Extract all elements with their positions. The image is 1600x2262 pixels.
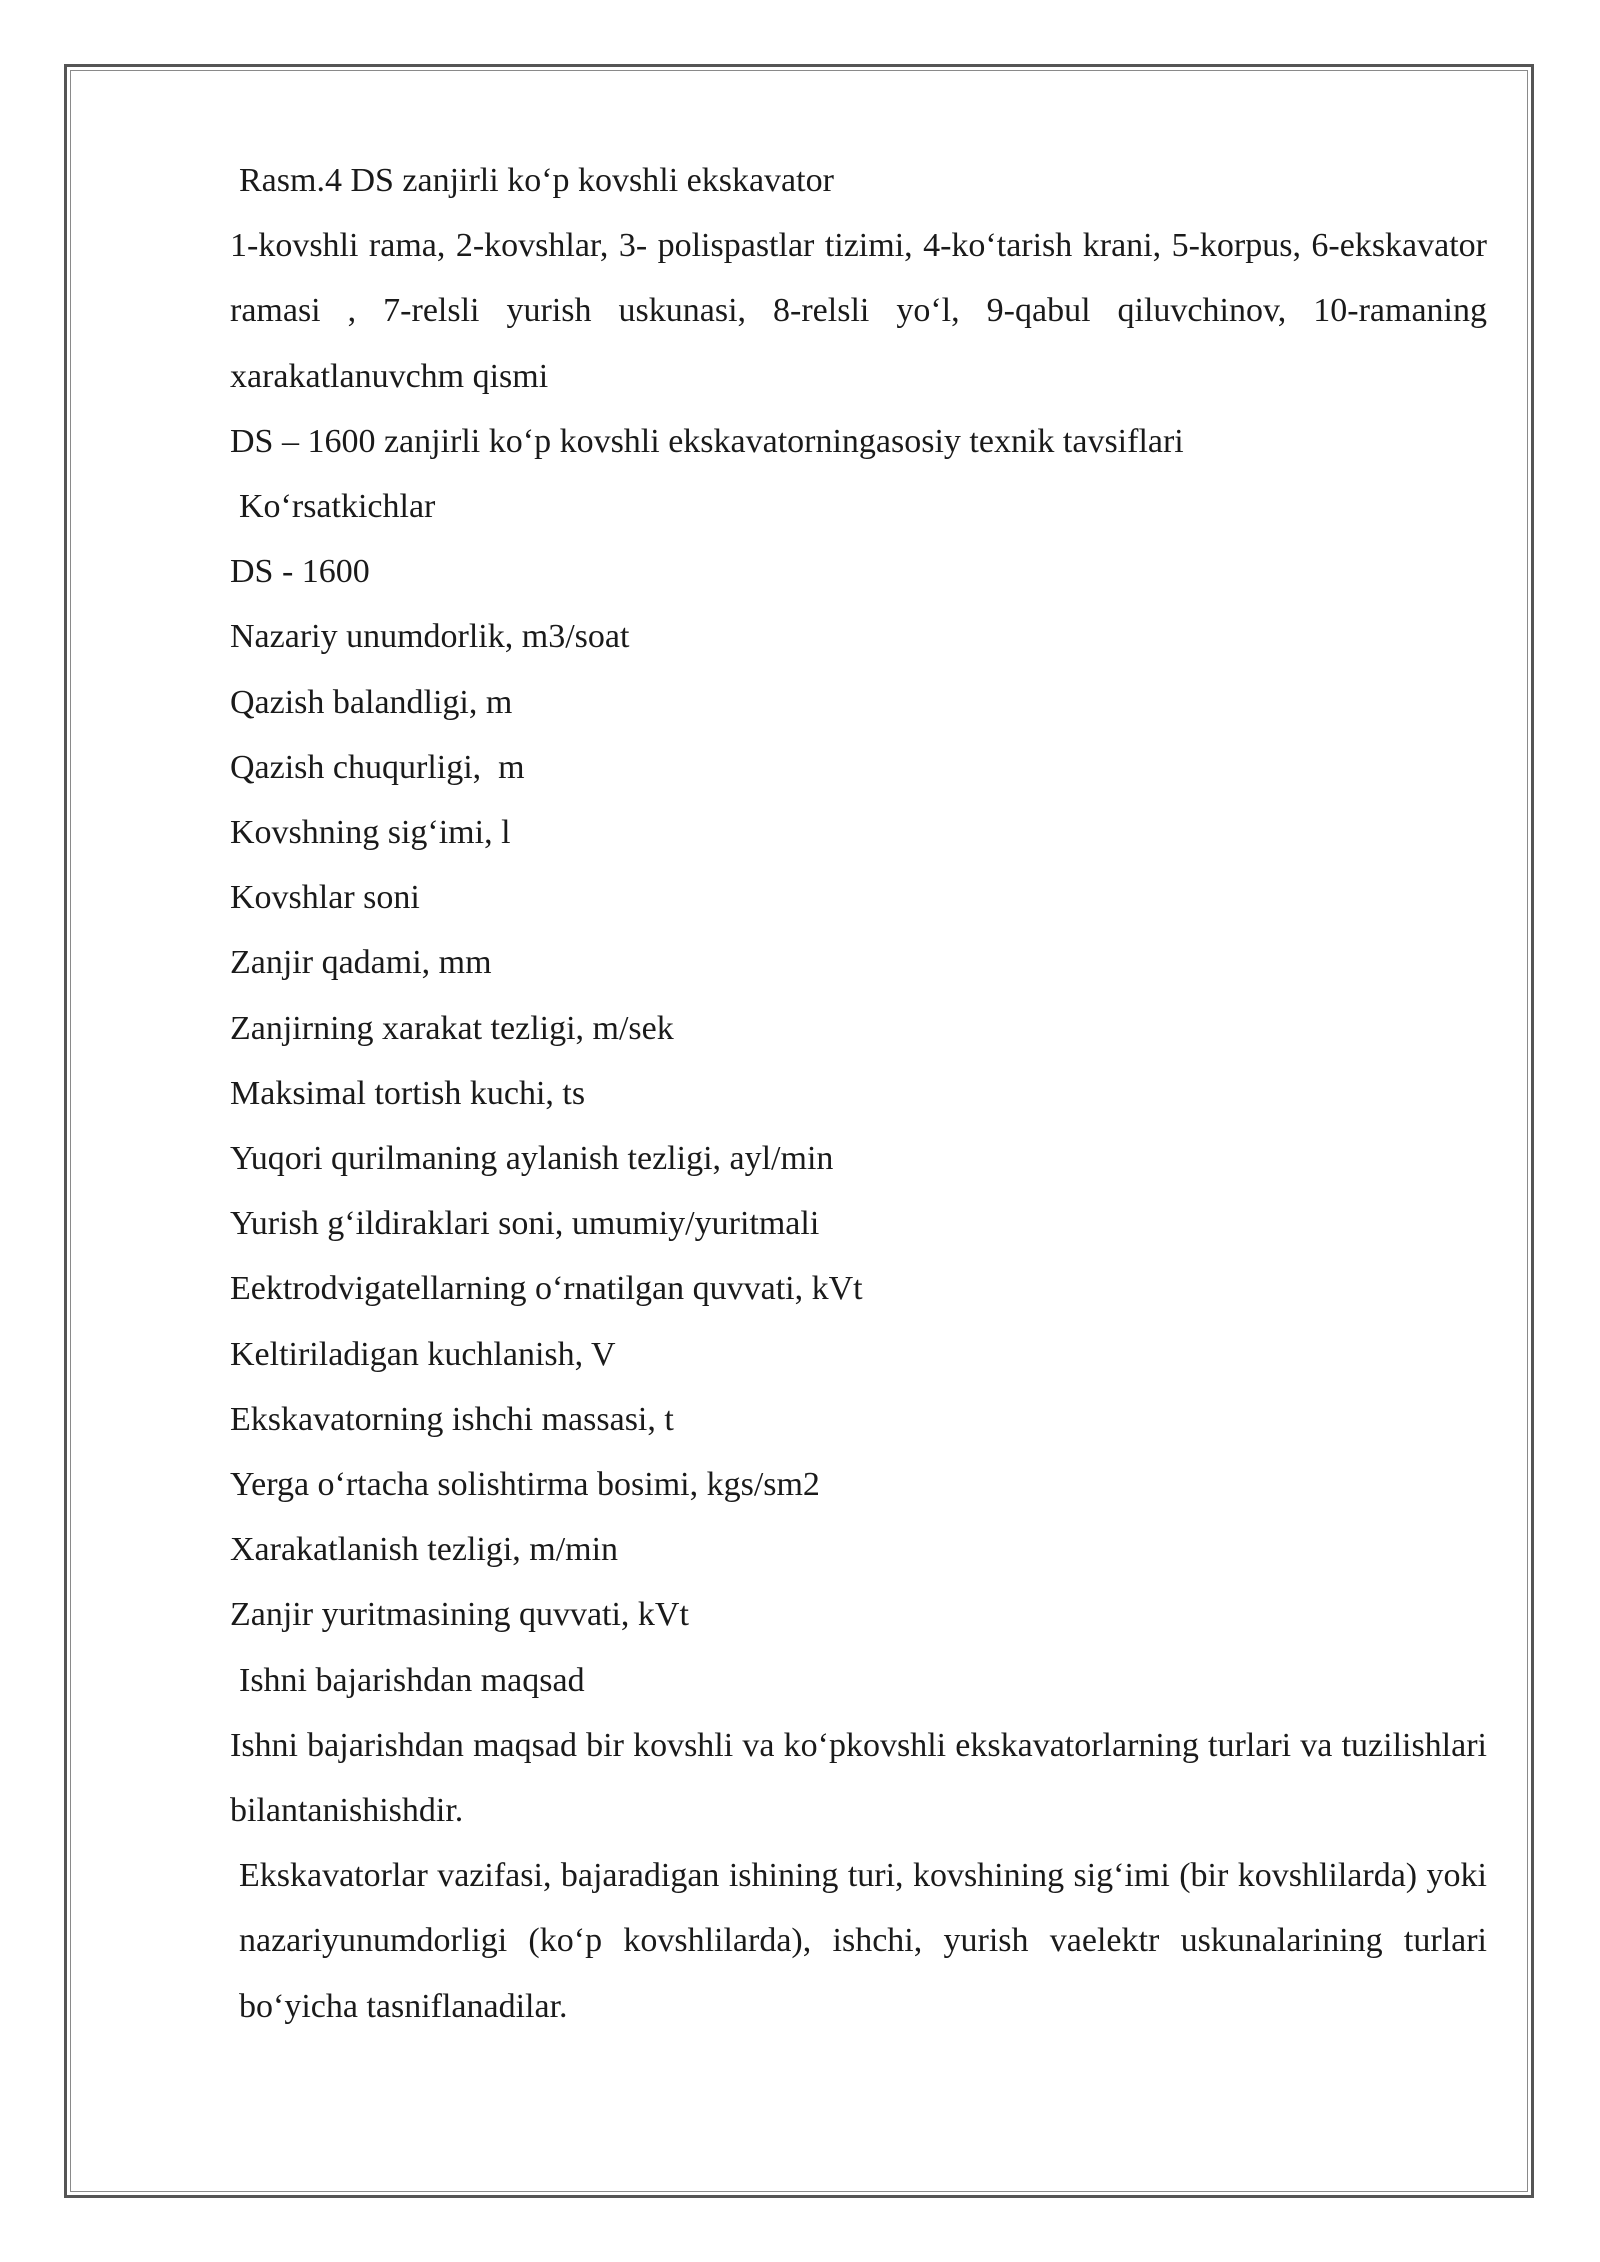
spec-item: Xarakatlanish tezligi, m/min: [230, 1531, 619, 1569]
paragraph-purpose: Ishni bajarishdan maqsad bir kovshli va ko‘pkovshli ekskavatorlarning turlari va tuzilishlari bilantanishishdir.: [230, 1726, 1487, 1830]
spec-item: Ekskavatorning ishchi massasi, t: [230, 1400, 674, 1438]
spec-item: Keltiriladigan kuchlanish, V: [230, 1335, 616, 1373]
paragraph-classification: Ekskavatorlar vazifasi, bajaradigan ishining turi, kovshining sig‘imi (bir kovshlilarda) yoki nazariyunumdorligi (ko‘p kovshlilarda), ishchi, yurish vaelektr uskunalarining turlari bo‘yicha tasniflanadilar.: [239, 1857, 1487, 2025]
spec-item: Zanjir qadami, mm: [230, 944, 492, 982]
spec-item: Kovshning sig‘imi, l: [230, 814, 511, 852]
figure-caption: Rasm.4 DS zanjirli ko‘p kovshli ekskavator: [239, 162, 834, 199]
spec-item: Qazish balandligi, m: [230, 683, 513, 721]
spec-item: Qazish chuqurligi, m: [230, 748, 525, 786]
spec-item: Maksimal tortish kuchi, ts: [230, 1074, 586, 1112]
figure-legend: 1-kovshli rama, 2-kovshlar, 3- polispastlar tizimi, 4-ko‘tarish krani, 5-korpus, 6-ekskavator ramasi , 7-relsli yurish uskunasi, 8-relsli yo‘l, 9-qabul qiluvchinov, 10-ramaning xarakatlanuvchm qismi: [230, 227, 1487, 395]
spec-item: Yurish g‘ildiraklari soni, umumiy/yuritmali: [230, 1205, 820, 1243]
spec-item: Nazariy unumdorlik, m3/soat: [230, 618, 630, 656]
column-header: Ko‘rsatkichlar: [239, 488, 436, 526]
document-body: [230, 148, 1487, 2039]
model-name: DS - 1600: [230, 553, 370, 591]
section-heading: Ishni bajarishdan maqsad: [239, 1661, 585, 1699]
spec-item: Yerga o‘rtacha solishtirma bosimi, kgs/sm2: [230, 1466, 820, 1504]
spec-item: Eektrodvigatellarning o‘rnatilgan quvvati, kVt: [230, 1270, 863, 1308]
spec-item: Kovshlar soni: [230, 879, 420, 917]
spec-item: Yuqori qurilmaning aylanish tezligi, ayl/min: [230, 1140, 834, 1178]
spec-item: Zanjirning xarakat tezligi, m/sek: [230, 1009, 674, 1047]
spec-item: Zanjir yuritmasining quvvati, kVt: [230, 1596, 689, 1634]
table-title: DS – 1600 zanjirli ko‘p kovshli ekskavatorningasosiy texnik tavsiflari: [230, 422, 1184, 460]
